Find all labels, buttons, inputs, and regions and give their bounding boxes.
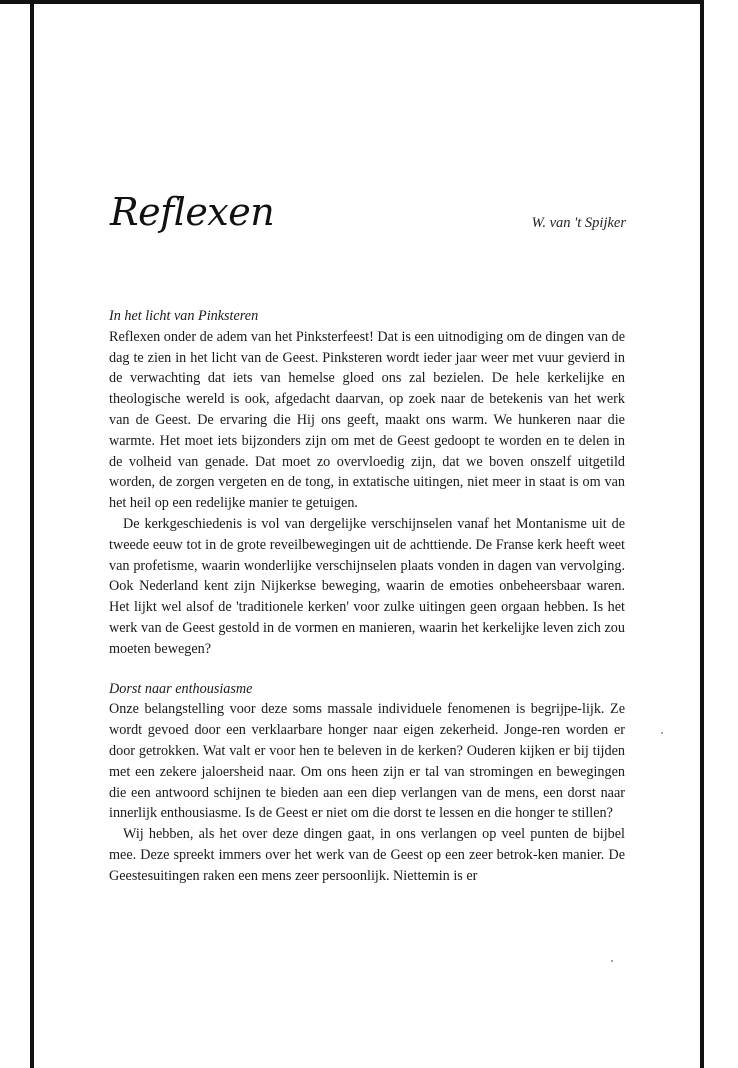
section-heading: In het licht van Pinksteren [109,308,259,324]
section-pinksteren [109,306,625,660]
scan-speck [661,732,663,734]
page-title: Reflexen [110,190,275,234]
paragraph: Onze belangstelling voor deze soms massale individuele fenomenen is begrijpe-lijk. Ze wordt gevoed door een verklaarbare honger naar eigen zekerheid. Jonge-ren worden er door getrokken. Wat valt er voor hen te beleven in de kerken? Ouderen kijken er bij tijden met een zekere jaloersheid naar. Om ons heen zijn er tal van stromingen en bewegingen die een antwoord schijnen te bieden aan een diep verlangen van de mens, een dorst naar innerlijk enthousiasme. Is de Geest er niet om die dorst te lessen en die honger te stillen? [109,701,625,822]
section-heading: Dorst naar enthousiasme [109,680,253,697]
paragraph: Wij hebben, als het over deze dingen gaat, in ons verlangen op veel punten de bijbel mee. Deze spreekt immers over het werk van de Geest op een zeer betrok-ken manier. De Geestesuitingen raken een mens zeer persoonlijk. Niettemin is er [109,826,625,884]
scan-speck [611,960,613,962]
paragraph: De kerkgeschiedenis is vol van dergelijke verschijnselen vanaf het Montanisme uit de tweede eeuw tot in de grote reveilbewegingen uit de achttiende. De Franse kerk heeft weet van profetisme, waarin wonderlijke verschijnselen plaats vonden in dagen van vervolging. Ook Nederland kent zijn Nijkerkse beweging, waarin de emoties onbeheersbaar waren. Het lijkt wel alsof de 'traditionele kerken' voor zulke uitingen geen orgaan hebben. Is het werk van de Geest gestold in de vormen en manieren, waarin het kerkelijke leven zich zou moeten bewegen? [109,515,625,657]
article-body [109,306,625,906]
section-enthousiasme [109,679,625,887]
paragraph: Reflexen onder de adem van het Pinksterfeest! Dat is een uitnodiging om de dingen van de dag te zien in het licht van de Geest. Pinksteren wordt ieder jaar weer met vuur gevierd in de verwachting dat iets van hemelse gloed ons zal bezielen. De hele kerkelijke en theologische wereld is ook, afgedacht daarvan, op zoek naar de betekenis van het werk van de Geest. De ervaring die Hij ons geeft, maakt ons warm. We hunkeren naar die warmte. Het moet iets bijzonders zijn om met de Geest gedoopt te worden en te delen in de volheid van genade. Dat moet zo overvloedig zijn, dat we boven onszelf uitgetild worden, de zorgen vergeten en de tong, in extatische uitingen, niet meer in staat is om van het heil op een redelijke manier te getuigen. [109,328,625,512]
author-name: W. van 't Spijker [531,215,626,231]
scan-edge-left [30,0,34,1068]
scan-edge-top [0,0,738,4]
scan-margin-right [704,0,738,1068]
